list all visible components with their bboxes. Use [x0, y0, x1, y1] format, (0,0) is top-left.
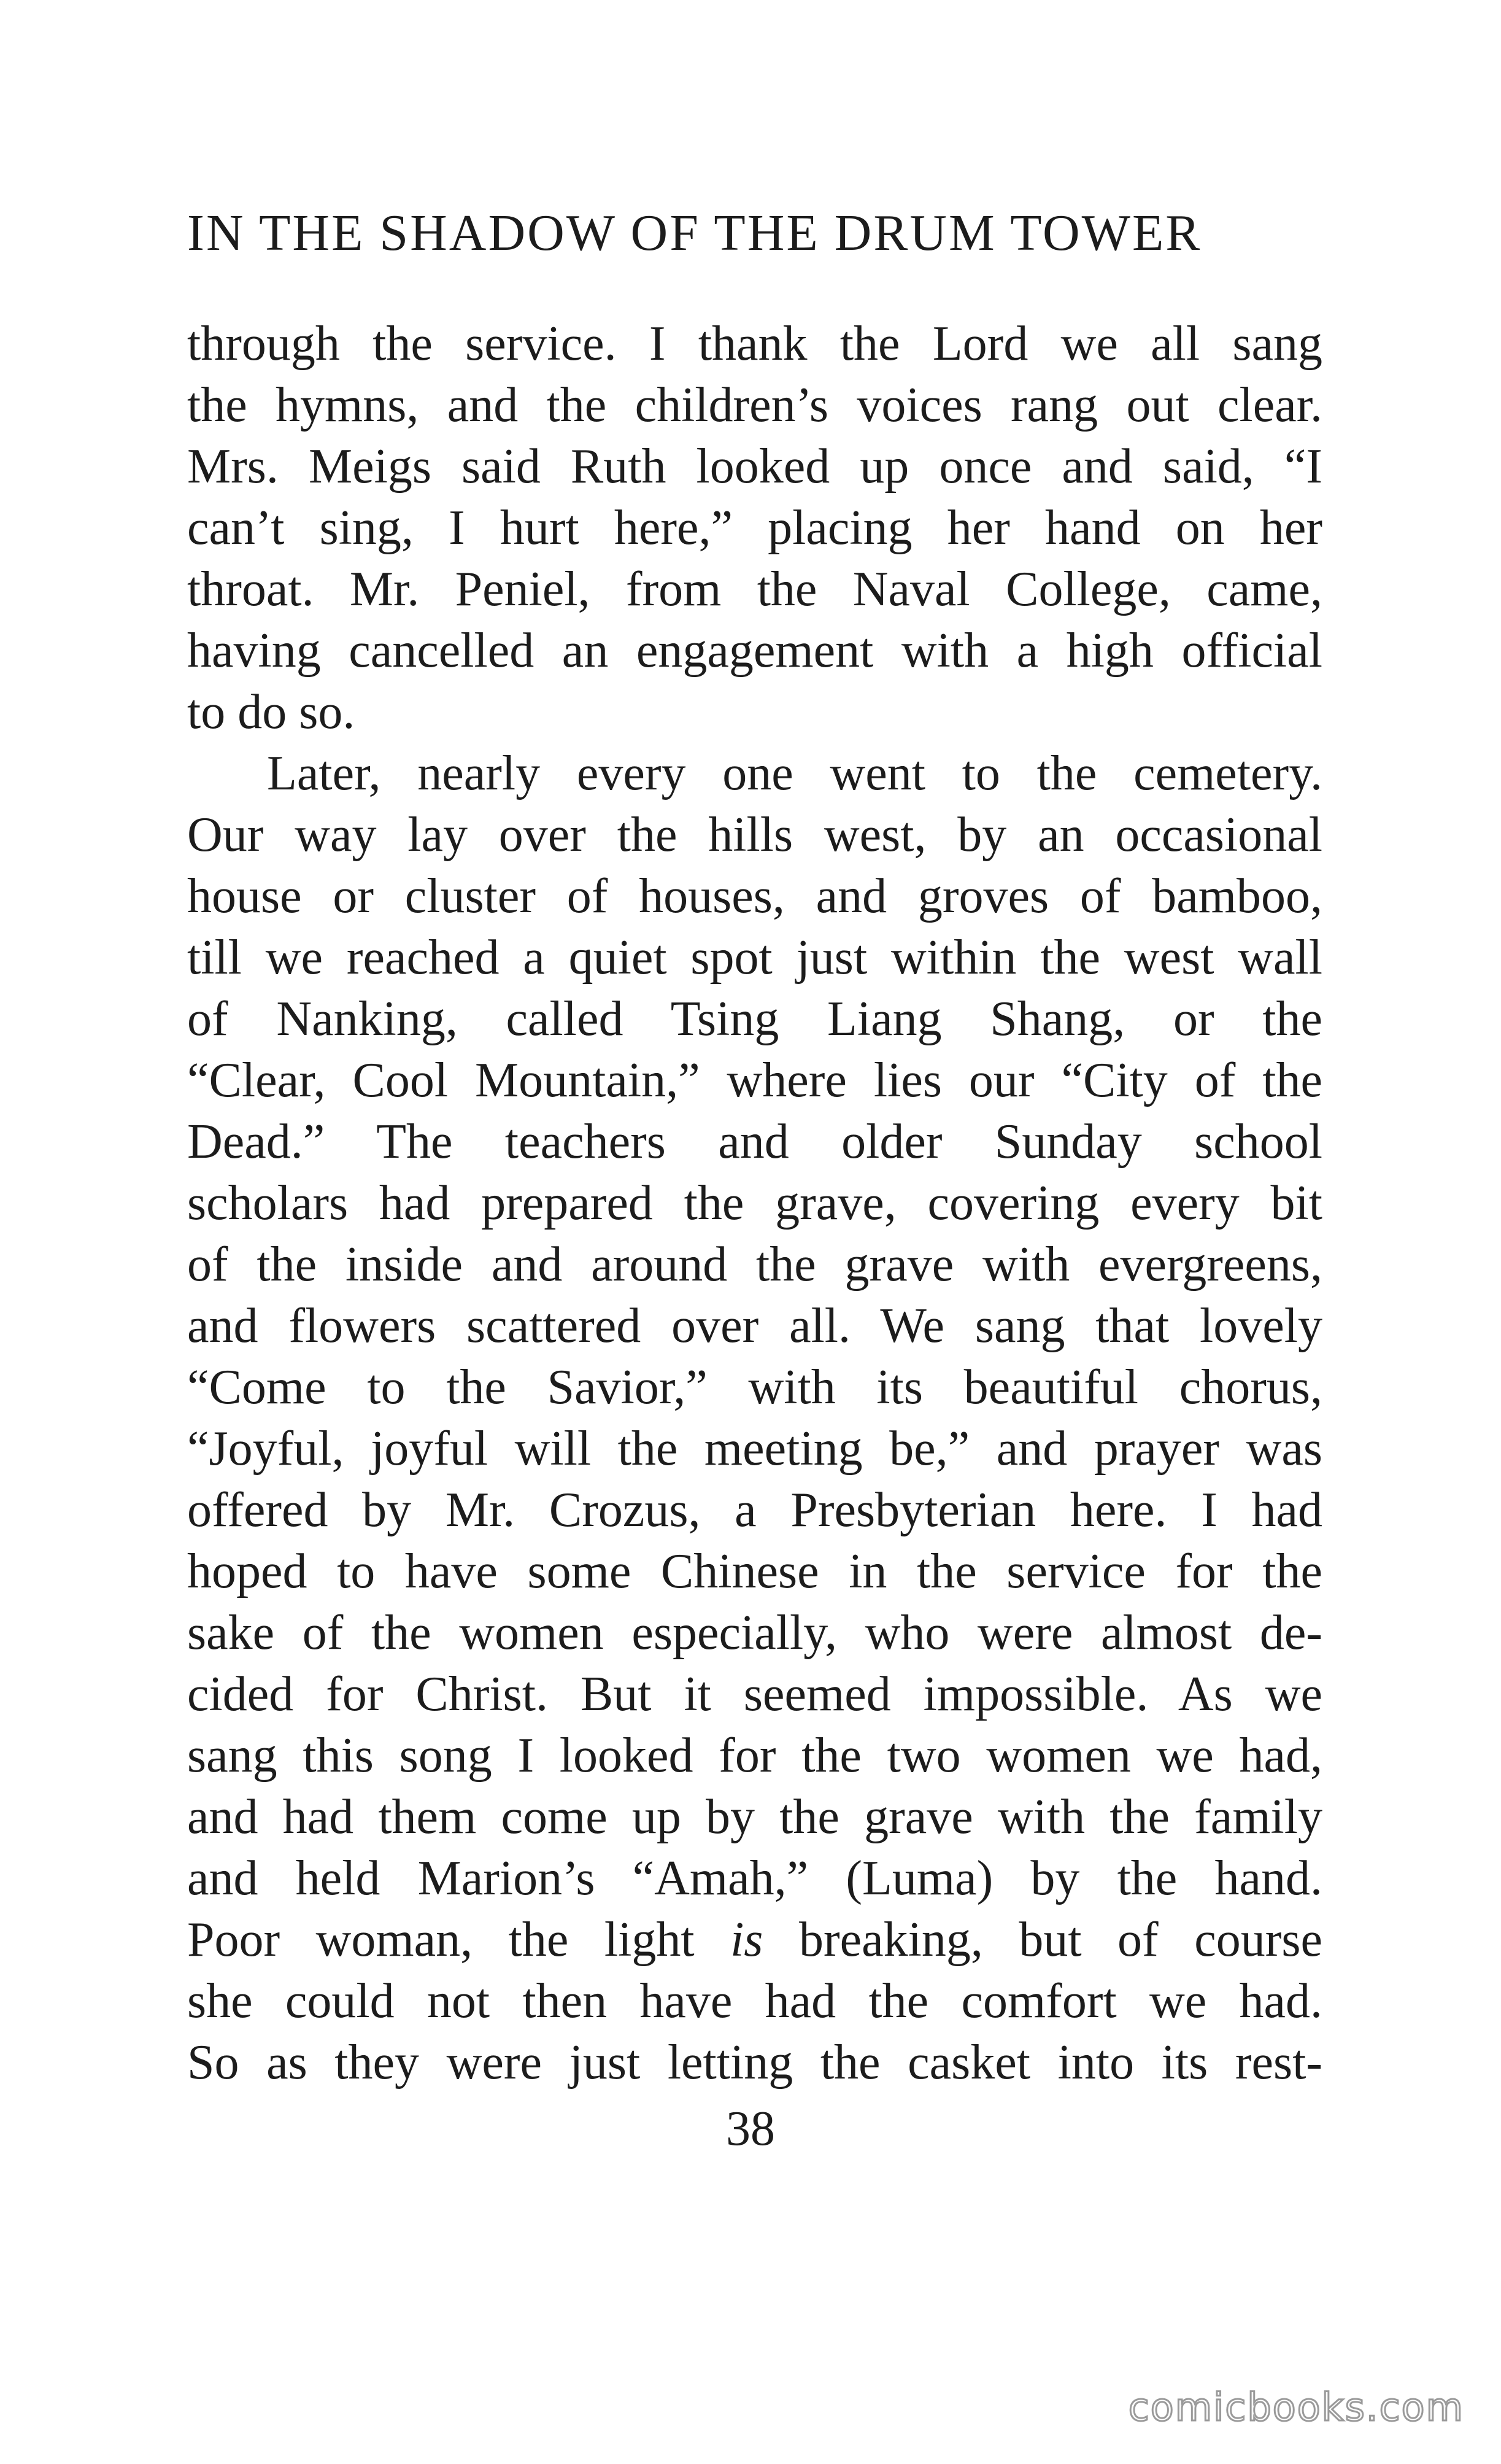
- body-text: [187, 313, 1322, 2093]
- text-line: cided for Christ. But it seemed impossible. As we: [187, 1667, 1322, 1721]
- text-line: and had them come up by the grave with the family: [187, 1790, 1322, 1844]
- text-line: of Nanking, called Tsing Liang Shang, or the: [187, 992, 1322, 1046]
- text-line: through the service. I thank the Lord we all sang: [187, 317, 1322, 371]
- text-line: she could not then have had the comfort we had.: [187, 1974, 1322, 2028]
- text-line: having cancelled an engagement with a high official: [187, 624, 1322, 678]
- text-line: hoped to have some Chinese in the service for the: [187, 1544, 1322, 1598]
- paragraph: [187, 313, 1322, 743]
- text-line: of the inside and around the grave with evergreens,: [187, 1238, 1322, 1292]
- text-line: throat. Mr. Peniel, from the Naval College, came,: [187, 562, 1322, 616]
- emphasis: is: [730, 1913, 763, 1967]
- text-line: Mrs. Meigs said Ruth looked up once and said, “I: [187, 440, 1322, 494]
- page-number: 38: [726, 2102, 775, 2156]
- watermark: comicbooks.com: [1128, 2385, 1464, 2430]
- text-line: Dead.” The teachers and older Sunday school: [187, 1115, 1322, 1169]
- text-line: Our way lay over the hills west, by an occasional: [187, 808, 1322, 862]
- text-line: the hymns, and the children’s voices rang out clear.: [187, 378, 1322, 432]
- text-line: “Clear, Cool Mountain,” where lies our “City of the: [187, 1053, 1322, 1107]
- text-line: “Come to the Savior,” with its beautiful chorus,: [187, 1360, 1322, 1414]
- running-head: IN THE SHADOW OF THE DRUM TOWER: [187, 204, 1202, 262]
- text-line: house or cluster of houses, and groves of bamboo,: [187, 869, 1322, 923]
- text-line: to do so.: [187, 685, 355, 739]
- text-line: can’t sing, I hurt here,” placing her hand on her: [187, 501, 1322, 555]
- text-line: till we reached a quiet spot just within the west wall: [187, 931, 1322, 985]
- text-line: and flowers scattered over all. We sang that lovely: [187, 1299, 1322, 1353]
- text-line: So as they were just letting the casket into its rest-: [187, 2036, 1322, 2090]
- text-line: Later, nearly every one went to the cemetery.: [267, 746, 1322, 800]
- text-line: sang this song I looked for the two women we had,: [187, 1729, 1322, 1783]
- text-line: offered by Mr. Crozus, a Presbyterian here. I had: [187, 1483, 1322, 1537]
- paragraph: [187, 743, 1322, 2093]
- text-line: “Joyful, joyful will the meeting be,” and prayer was: [187, 1422, 1322, 1476]
- text-line: sake of the women especially, who were almost de-: [187, 1606, 1322, 1660]
- text-line: scholars had prepared the grave, covering every bit: [187, 1176, 1322, 1230]
- text-line: and held Marion’s “Amah,” (Luma) by the hand.: [187, 1851, 1322, 1905]
- text-line: Poor woman, the light is breaking, but of course: [187, 1913, 1322, 1967]
